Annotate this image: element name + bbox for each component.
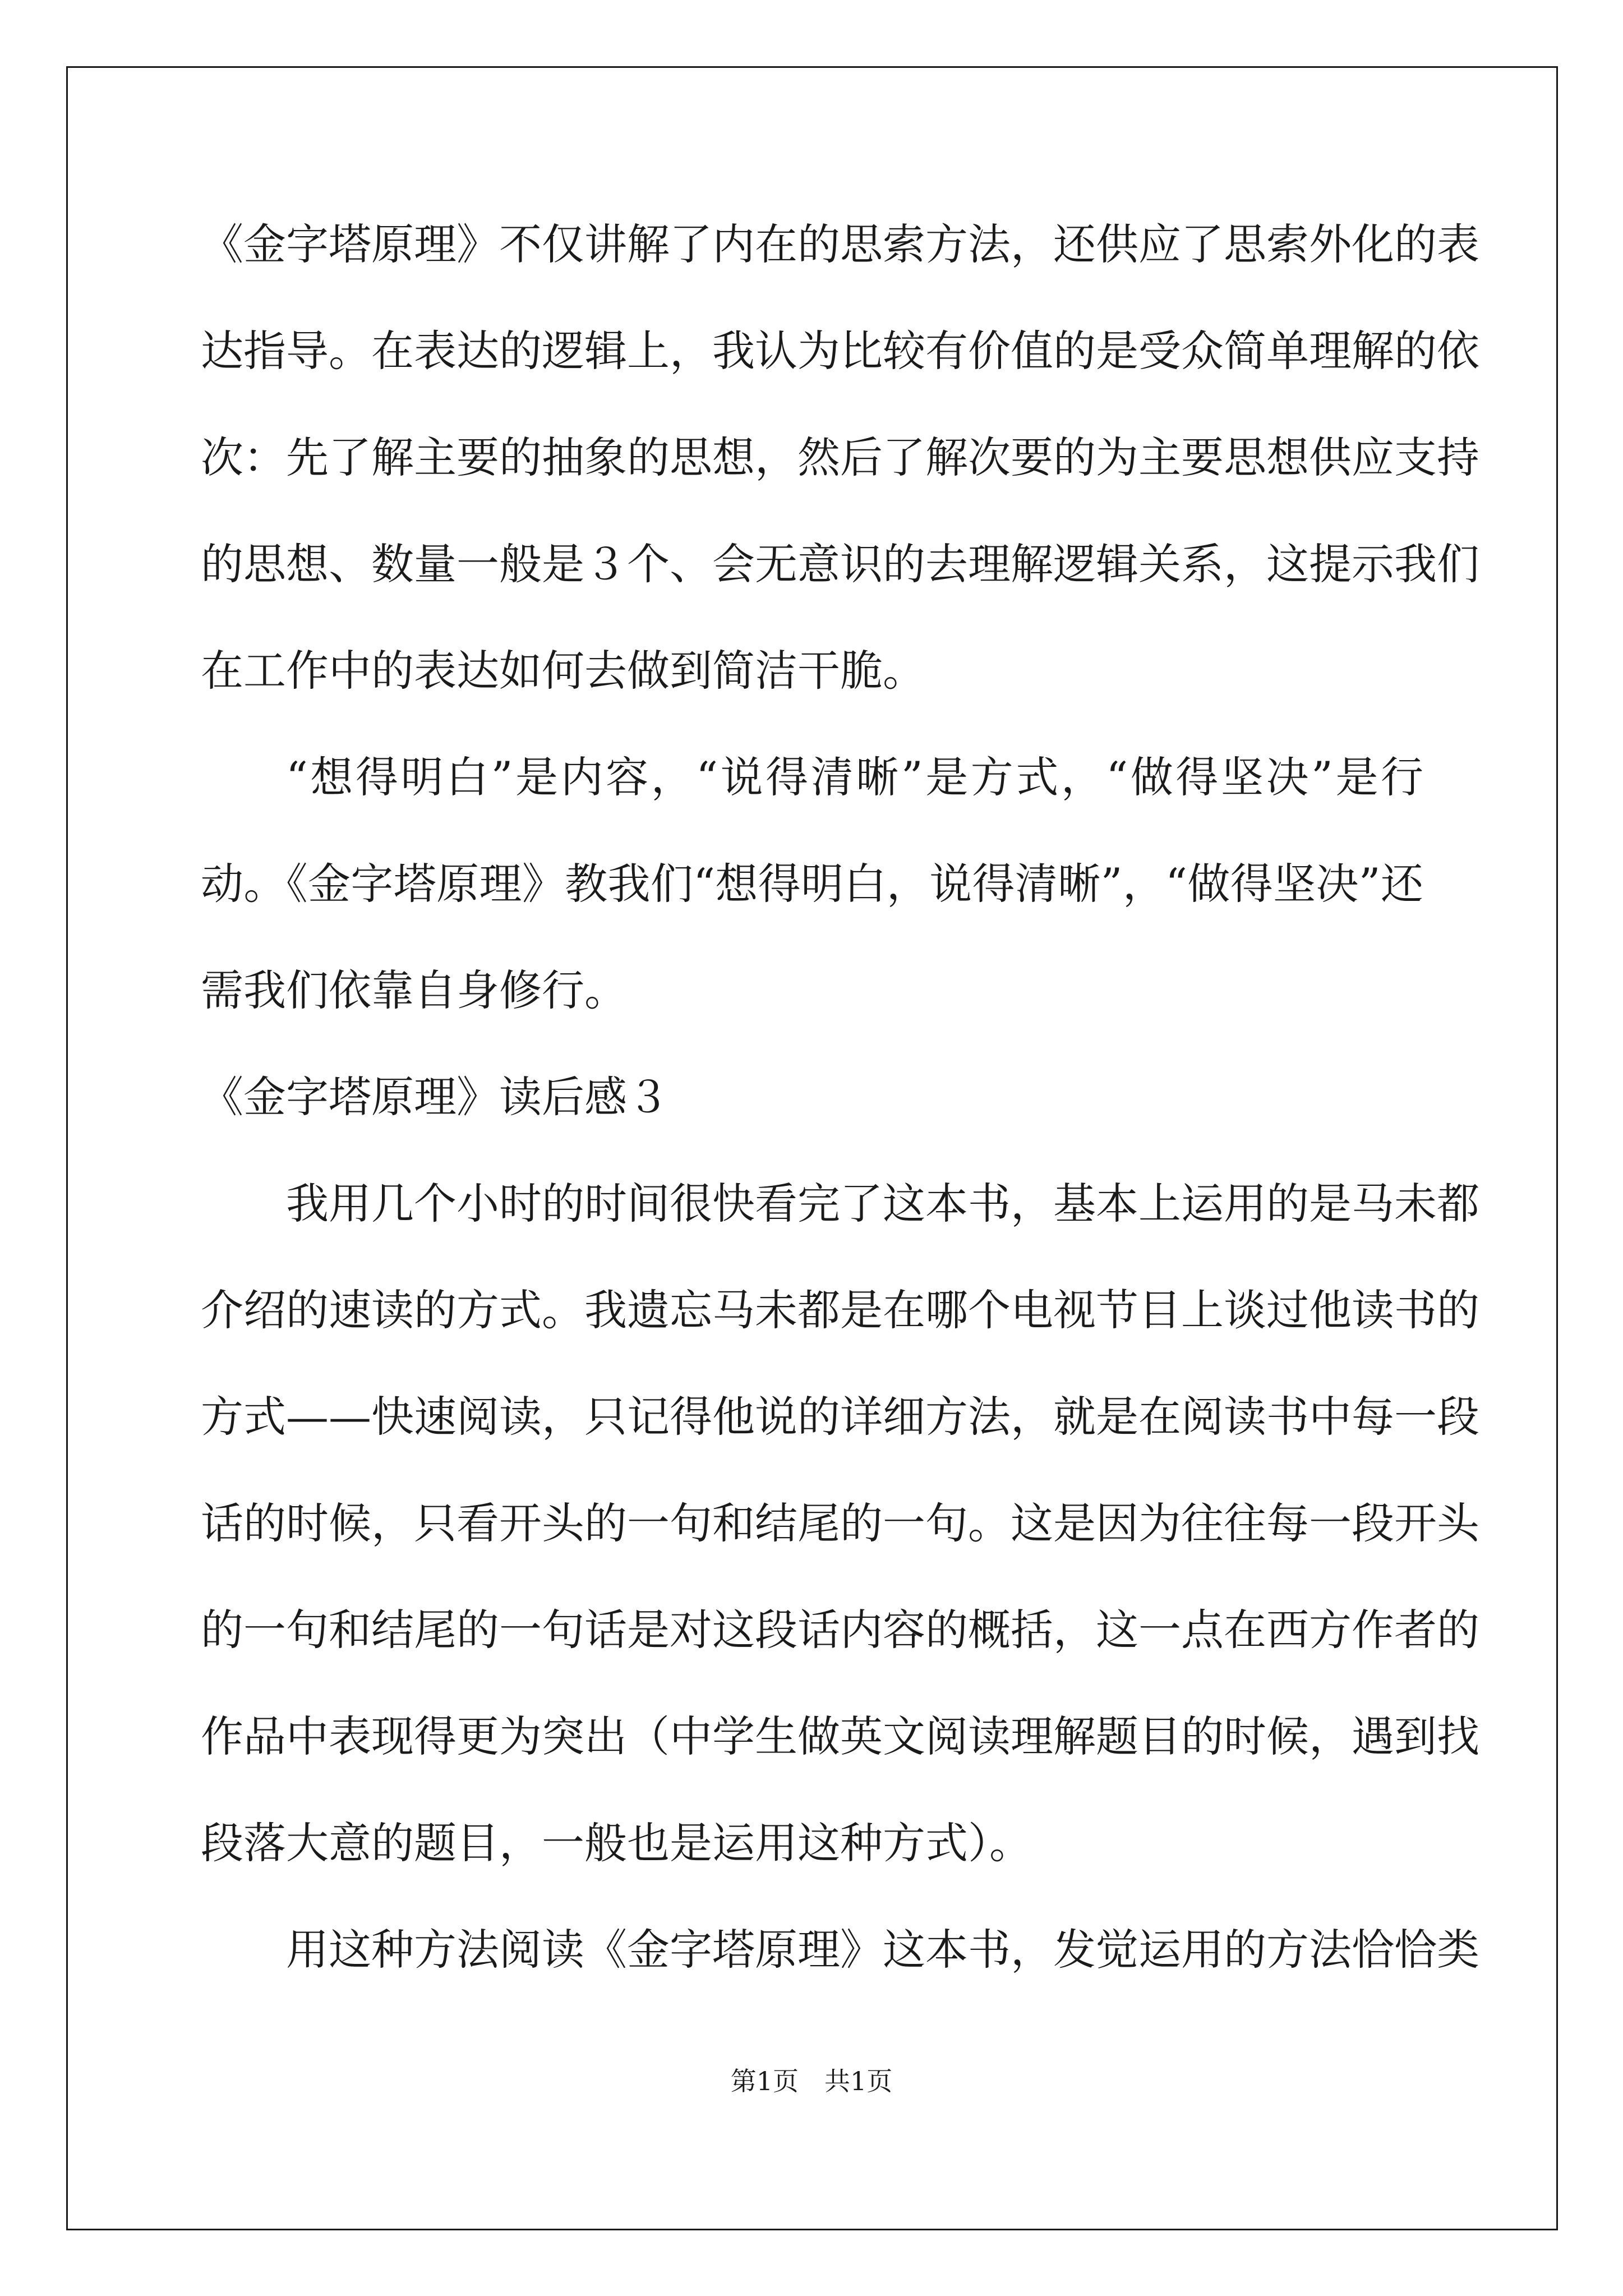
paragraph-line: 话的时候，只看开头的一句和结尾的一句。这是因为往往每一段开头 [201, 1498, 1479, 1548]
paragraph-line: 方式——快速阅读，只记得他说的详细方法，就是在阅读书中每一段 [201, 1392, 1479, 1442]
paragraph-line: 作品中表现得更为突出（中学生做英文阅读理解题目的时候，遇到找 [201, 1711, 1479, 1761]
paragraph-line: 介绍的速读的方式。我遗忘马未都是在哪个电视节目上谈过他读书的 [201, 1285, 1479, 1335]
paragraph-line: 用这种方法阅读《金字塔原理》这本书，发觉运用的方法恰恰类 [286, 1925, 1479, 1975]
page-border [66, 66, 1558, 2230]
paragraph-line: 段落大意的题目，一般也是运用这种方式）。 [201, 1818, 1032, 1868]
paragraph-line: 《金字塔原理》不仅讲解了内在的思索方法，还供应了思索外化的表 [201, 219, 1479, 269]
paragraph-line: 我用几个小时的时间很快看完了这本书，基本上运用的是马未都 [286, 1179, 1479, 1228]
paragraph-line: 动。《金字塔原理》教我们“想得明白，说得清晰”，“做得坚决”还 [201, 859, 1423, 909]
page-footer: 第1页 共1页 [730, 2066, 893, 2096]
paragraph-line: 的一句和结尾的一句话是对这段话内容的概括，这一点在西方作者的 [201, 1605, 1479, 1655]
paragraph-line: 达指导。在表达的逻辑上，我认为比较有价值的是受众简单理解的依 [201, 326, 1479, 376]
section-heading: 《金字塔原理》读后感３ [201, 1072, 670, 1122]
paragraph-line: “想得明白”是内容，“说得清晰”是方式，“做得坚决”是行 [286, 752, 1423, 802]
paragraph-line: 次：先了解主要的抽象的思想，然后了解次要的为主要思想供应支持 [201, 432, 1479, 482]
paragraph-line: 的思想、数量一般是３个、会无意识的去理解逻辑关系，这提示我们 [201, 539, 1479, 589]
paragraph-line: 在工作中的表达如何去做到简洁干脆。 [201, 646, 925, 696]
paragraph-line: 需我们依靠自身修行。 [201, 965, 627, 1015]
